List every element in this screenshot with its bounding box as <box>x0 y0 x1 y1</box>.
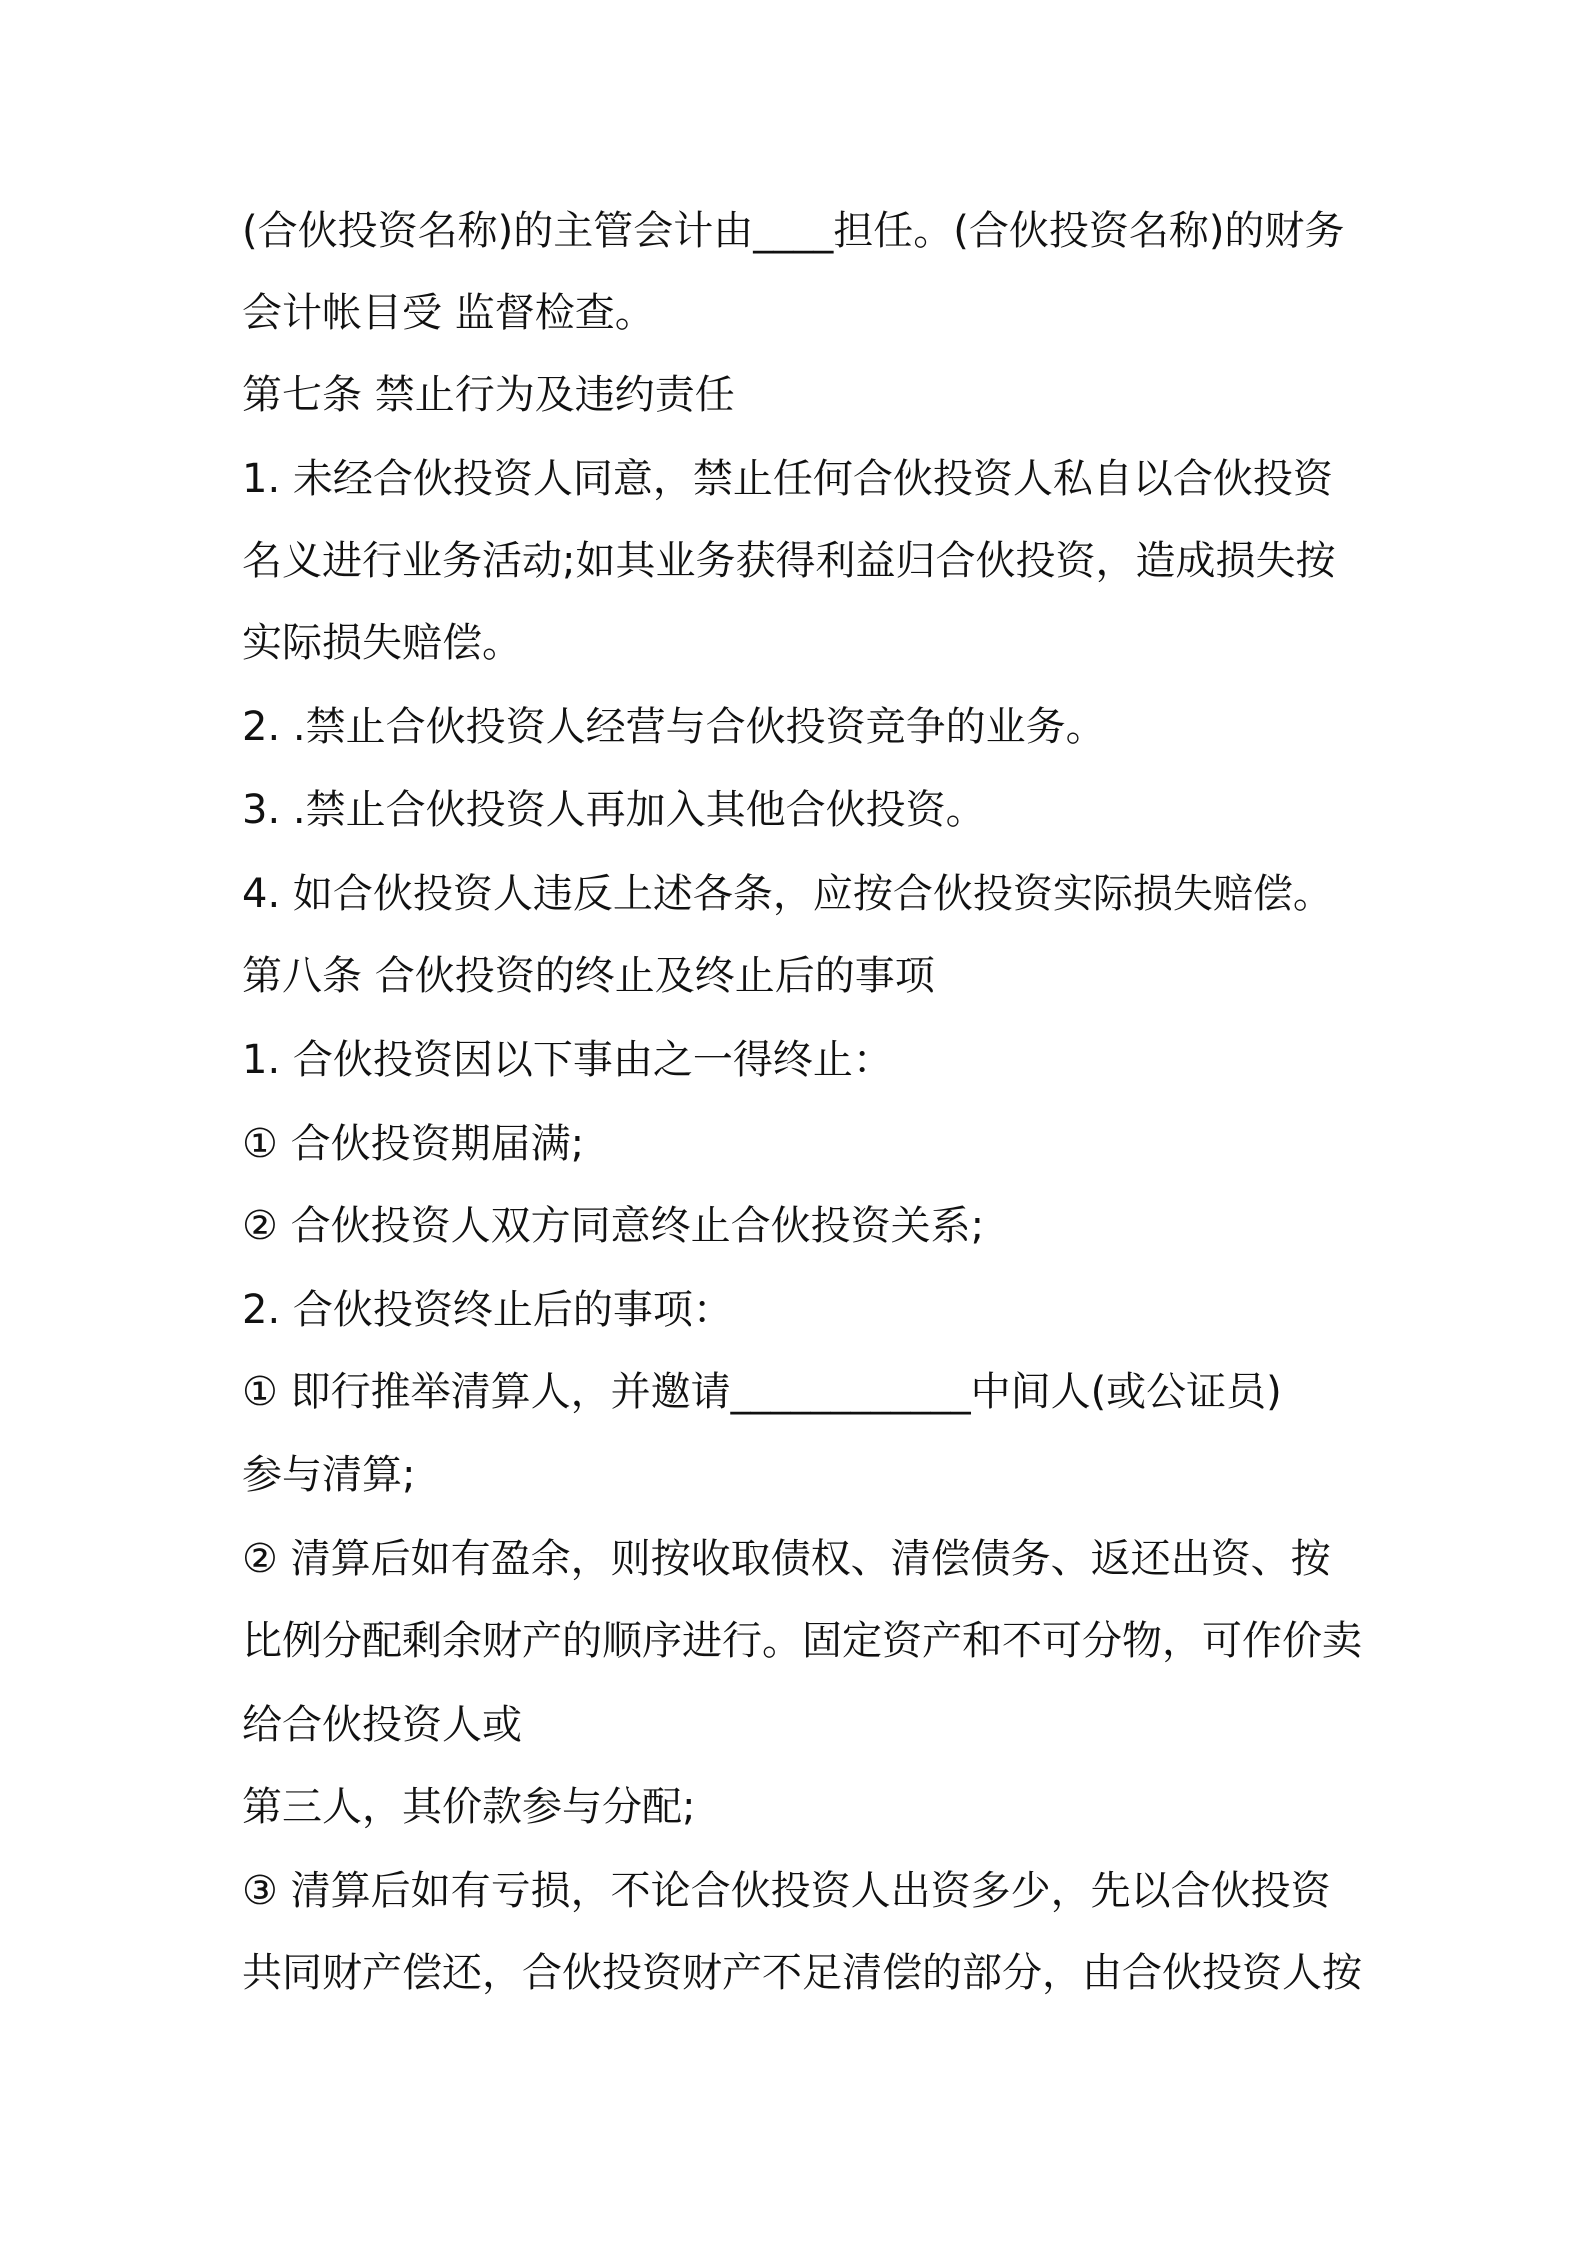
text-line: 共同财产偿还，合伙投资财产不足清偿的部分，由合伙投资人按 <box>242 1950 1362 1996</box>
text-line: (合伙投资名称)的主管会计由____担任。(合伙投资名称)的财务 <box>242 208 1345 254</box>
list-item: ② 清算后如有盈余，则按收取债权、清偿债务、返还出资、按 <box>242 1536 1331 1582</box>
text-line: 给合伙投资人或 <box>242 1702 522 1748</box>
text-line: 4. 如合伙投资人违反上述各条，应按合伙投资实际损失赔偿。 <box>242 871 1333 917</box>
list-item: ③ 清算后如有亏损，不论合伙投资人出资多少，先以合伙投资 <box>242 1868 1331 1914</box>
text-line: 名义进行业务活动;如其业务获得利益归合伙投资，造成损失按 <box>242 538 1336 584</box>
text-line: 第三人，其价款参与分配; <box>242 1784 696 1830</box>
text-line: 实际损失赔偿。 <box>242 620 522 666</box>
text-line: 会计帐目受 监督检查。 <box>242 290 655 336</box>
text-line: 2. 合伙投资终止后的事项： <box>242 1287 733 1333</box>
list-item: ① 即行推举清算人，并邀请____________中间人(或公证员) <box>242 1369 1282 1415</box>
text-line: 3. .禁止合伙投资人再加入其他合伙投资。 <box>242 787 986 833</box>
list-item: ① 合伙投资期届满; <box>242 1121 585 1167</box>
text-line: 2. .禁止合伙投资人经营与合伙投资竞争的业务。 <box>242 704 1106 750</box>
text-line: 1. 合伙投资因以下事由之一得终止： <box>242 1037 893 1083</box>
text-line: 参与清算; <box>242 1452 416 1498</box>
section-heading: 第七条 禁止行为及违约责任 <box>242 372 735 418</box>
text-line: 1. 未经合伙投资人同意，禁止任何合伙投资人私自以合伙投资 <box>242 456 1333 502</box>
text-line: 比例分配剩余财产的顺序进行。固定资产和不可分物，可作价卖 <box>242 1618 1362 1664</box>
section-heading: 第八条 合伙投资的终止及终止后的事项 <box>242 953 935 999</box>
list-item: ② 合伙投资人双方同意终止合伙投资关系; <box>242 1203 985 1249</box>
